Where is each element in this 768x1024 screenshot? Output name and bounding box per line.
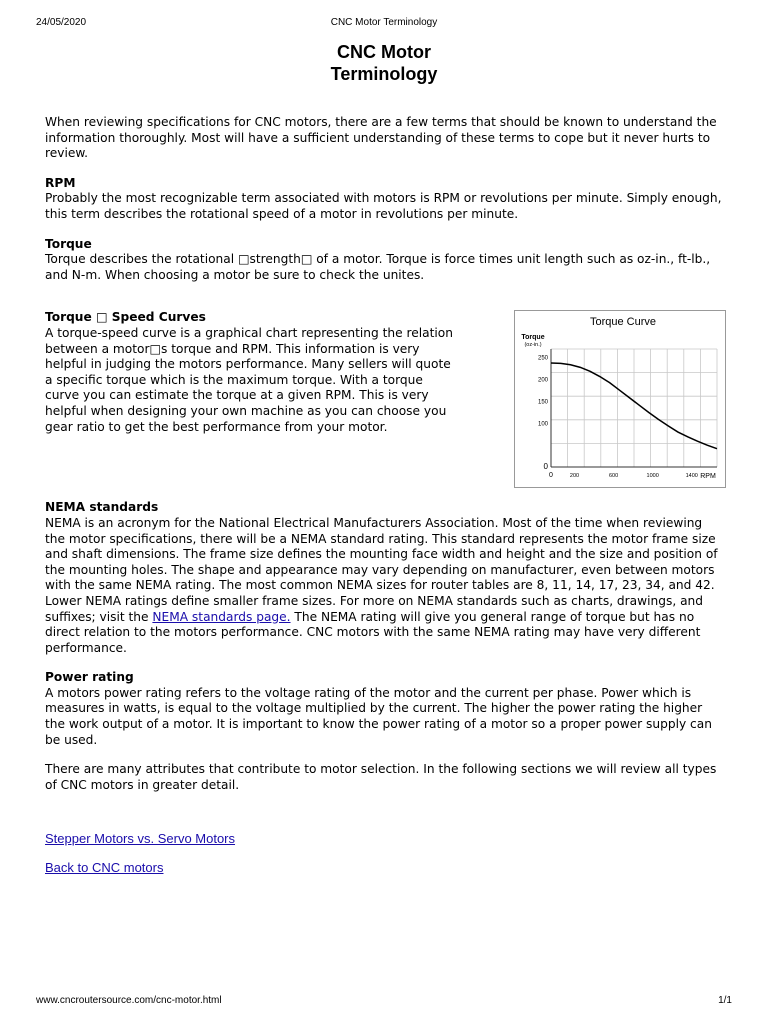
print-page-number: 1/1 xyxy=(718,995,732,1006)
back-to-cnc-motors-link[interactable]: Back to CNC motors xyxy=(45,860,164,875)
title-line-1: CNC Motor xyxy=(337,42,431,62)
title-line-2: Terminology xyxy=(330,64,438,84)
rpm-heading: RPM xyxy=(45,175,76,190)
torque-speed-section xyxy=(45,310,725,488)
torque-speed-paragraph: A torque-speed curve is a graphical chart representing the relation between a motor□s torque and RPM. This information is very helpful in judging the motors performance. Many sellers will quote a specific torque which is the maximum torque. With a torque curve you can estimate the torque at a given RPM. This is very helpful when designing your own machine as you can choose you gear ratio to get the best performance from your motor. xyxy=(45,325,453,434)
chart-y-tick-label: 0 xyxy=(543,462,548,472)
torque-paragraph: Torque describes the rotational □strength□ of a motor. Torque is force times unit length such as oz-in., ft-lb., and N-m. When choosing a motor be sure to check the unites. xyxy=(45,252,711,282)
chart-x-tick-label: 200 xyxy=(569,473,580,480)
torque-curve-chart xyxy=(514,310,726,488)
stepper-vs-servo-link[interactable]: Stepper Motors vs. Servo Motors xyxy=(45,831,236,846)
rpm-paragraph: Probably the most recognizable term associated with motors is RPM or revolutions per minute. Simply enough, this term describes the rotational speed of a motor in revolutions per minute. xyxy=(45,191,722,221)
chart-y-label: Torque xyxy=(521,334,545,342)
chart-title: Torque Curve xyxy=(589,316,657,329)
power-heading: Power rating xyxy=(45,670,134,685)
chart-x-label: RPM xyxy=(700,473,716,481)
torque-speed-heading: Torque □ Speed Curves xyxy=(45,310,206,325)
chart-x-tick-label: 600 xyxy=(608,473,619,480)
print-url: www.cncroutersource.com/cnc-motor.html xyxy=(36,995,222,1006)
torque-heading: Torque xyxy=(45,236,92,251)
chart-y-tick-label: 200 xyxy=(537,377,548,384)
chart-x-tick-label: 0 xyxy=(549,472,553,480)
nema-text-1: NEMA is an acronym for the National Electrical Manufacturers Association. Most of the time when reviewing the motor specifications, there will be a NEMA standard rating. This standard represents the motor frame size and shaft dimensions. The frame size defines the mounting face width and height and the size and position of the mounting holes. The shape and appearance may vary depending on manufacturer, even between motors with the same NEMA rating. The most common NEMA sizes for router tables are 8, 11, 14, 17, 23, 34, and 42. Lower NEMA ratings define smaller frame sizes. For more on NEMA standards such as charts, drawings, and suffixes; visit the xyxy=(45,515,718,624)
nema-heading: NEMA standards xyxy=(45,500,159,515)
chart-y-unit: (oz-in.) xyxy=(524,342,542,349)
print-date: 24/05/2020 xyxy=(36,17,87,28)
chart-y-tick-label: 100 xyxy=(537,421,548,428)
chart-x-tick-label: 1000 xyxy=(646,473,659,480)
print-doc-title: CNC Motor Terminology xyxy=(330,17,438,28)
closing-paragraph: There are many attributes that contribute to motor selection. In the following sections we will review all types of CNC motors in greater detail. xyxy=(45,762,717,792)
chart-y-tick-label: 150 xyxy=(537,399,548,406)
chart-x-tick-label: 1400 xyxy=(685,473,698,480)
chart-y-tick-label: 250 xyxy=(537,356,548,363)
intro-paragraph: When reviewing specifications for CNC motors, there are a few terms that should be known to understand the information thoroughly. Most will have a sufficient understanding of these terms to cope but it never hurts to review. xyxy=(45,115,717,161)
page-title xyxy=(0,41,768,85)
nema-standards-link[interactable]: NEMA standards page. xyxy=(152,609,291,624)
nema-text-2: The NEMA rating will give you general range of torque but has no direct relation to the motors performance. CNC motors with the same NEMA rating may have very different performance. xyxy=(45,609,701,655)
power-paragraph: A motors power rating refers to the voltage rating of the motor and the current per phase. Power which is measures in watts, is equal to the voltage multiplied by the current. The higher the power rating the higher the work output of a motor. It is important to know the power rating of a motor so a proper power supply can be used. xyxy=(45,685,712,747)
torque-curve-svg xyxy=(515,311,725,487)
nema-paragraph xyxy=(45,516,725,656)
article-content xyxy=(45,115,725,793)
nav-links xyxy=(45,831,235,875)
